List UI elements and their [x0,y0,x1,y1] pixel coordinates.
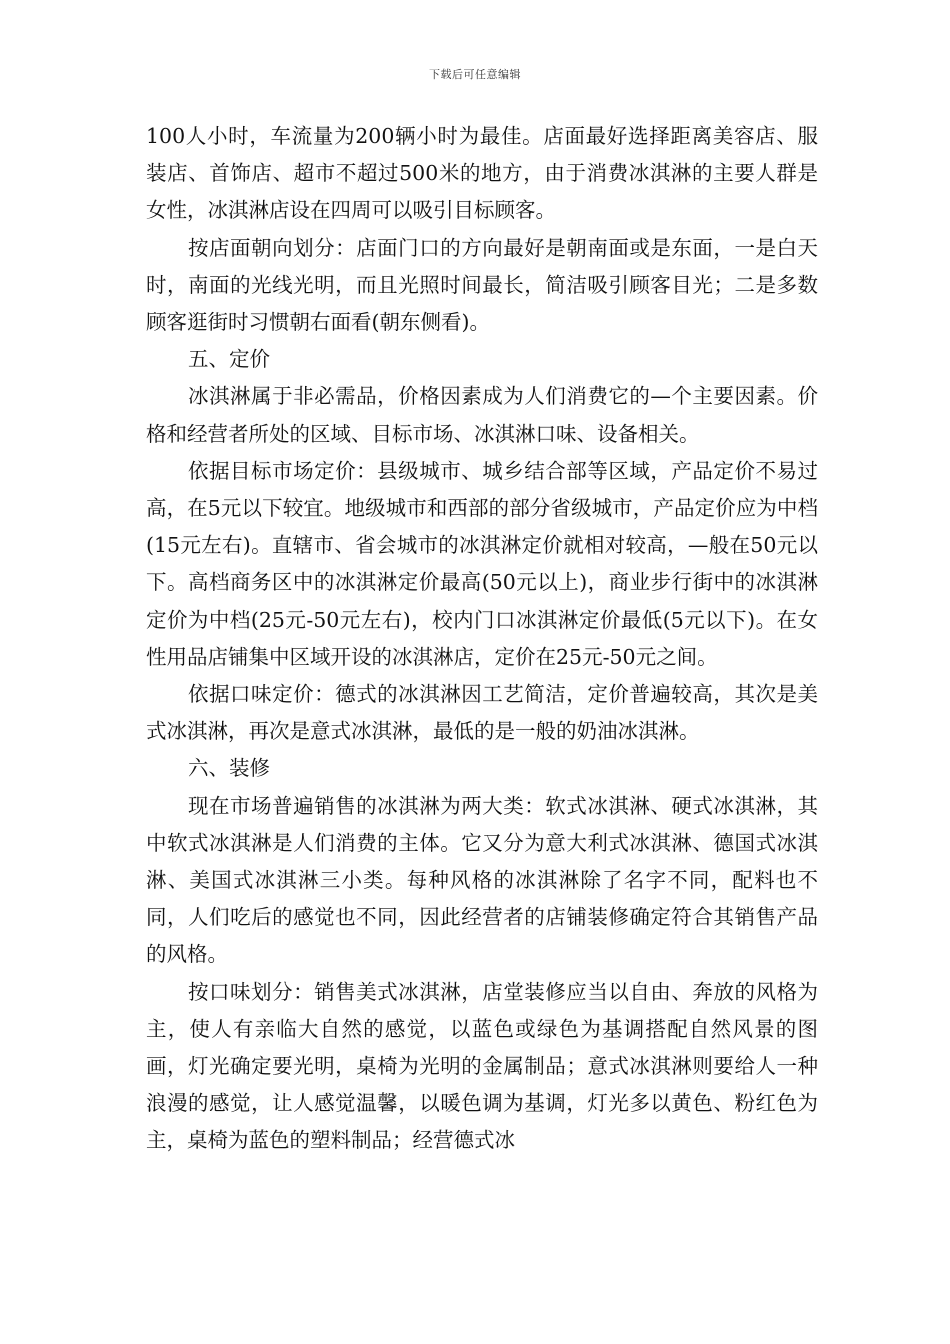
paragraph-pricing-market: 依据目标市场定价：县级城市、城乡结合部等区域，产品定价不易过高，在5元以下较宜。地级城市和西部的部分省级城市，产品定价应为中档(15元左右)。直辖市、省会城市的冰淇淋定价就相对较高，—般在50元以下。高档商务区中的冰淇淋定价最高(50元以上)，商业步行街中的冰淇淋定价为中档(25元-50元左右)，校内门口冰淇淋定价最低(5元以下)。在女性用品店铺集中区域开设的冰淇淋店，定价在25元-50元之间。 [146,458,818,669]
paragraph-location-cont: 100人小时，车流量为200辆小时为最佳。店面最好选择距离美容店、服装店、首饰店、超市不超过500米的地方，由于消费冰淇淋的主要人群是女性，冰淇淋店设在四周可以吸引目标顾客。 [146,124,818,223]
document-body [146,118,818,1160]
paragraph-orientation: 按店面朝向划分：店面门口的方向最好是朝南面或是东面，一是白天时，南面的光线光明，而且光照时间最长，简洁吸引顾客目光；二是多数顾客逛街时习惯朝右面看(朝东侧看)。 [146,235,818,335]
paragraph-pricing-flavor: 依据口味定价：德式的冰淇淋因工艺简洁，定价普遍较高，其次是美式冰淇淋，再次是意式冰淇淋，最低的是一般的奶油冰淇淋。 [146,682,818,744]
page-header: 下载后可任意编辑 [429,68,521,81]
paragraph-pricing-intro: 冰淇淋属于非必需品，价格因素成为人们消费它的—个主要因素。价格和经营者所处的区域、目标市场、冰淇淋口味、设备相关。 [146,384,818,446]
paragraph-decoration-intro: 现在市场普遍销售的冰淇淋为两大类：软式冰淇淋、硬式冰淇淋，其中软式冰淇淋是人们消费的主体。它又分为意大利式冰淇淋、德国式冰淇淋、美国式冰淇淋三小类。每种风格的冰淇淋除了名字不同，配料也不同，人们吃后的感觉也不同，因此经营者的店铺装修确定符合其销售产品的风格。 [146,793,818,967]
section-heading-pricing: 五、定价 [188,347,270,372]
paragraph-decoration-flavor: 按口味划分：销售美式冰淇淋，店堂装修应当以自由、奔放的风格为主，使人有亲临大自然的感觉，以蓝色或绿色为基调搭配自然风景的图画，灯光确定要光明，桌椅为光明的金属制品；意式冰淇淋则要给人一种浪漫的感觉，让人感觉温馨，以暖色调为基调，灯光多以黄色、粉红色为主，桌椅为蓝色的塑料制品；经营德式冰 [146,979,818,1153]
section-heading-decoration: 六、装修 [188,756,270,781]
